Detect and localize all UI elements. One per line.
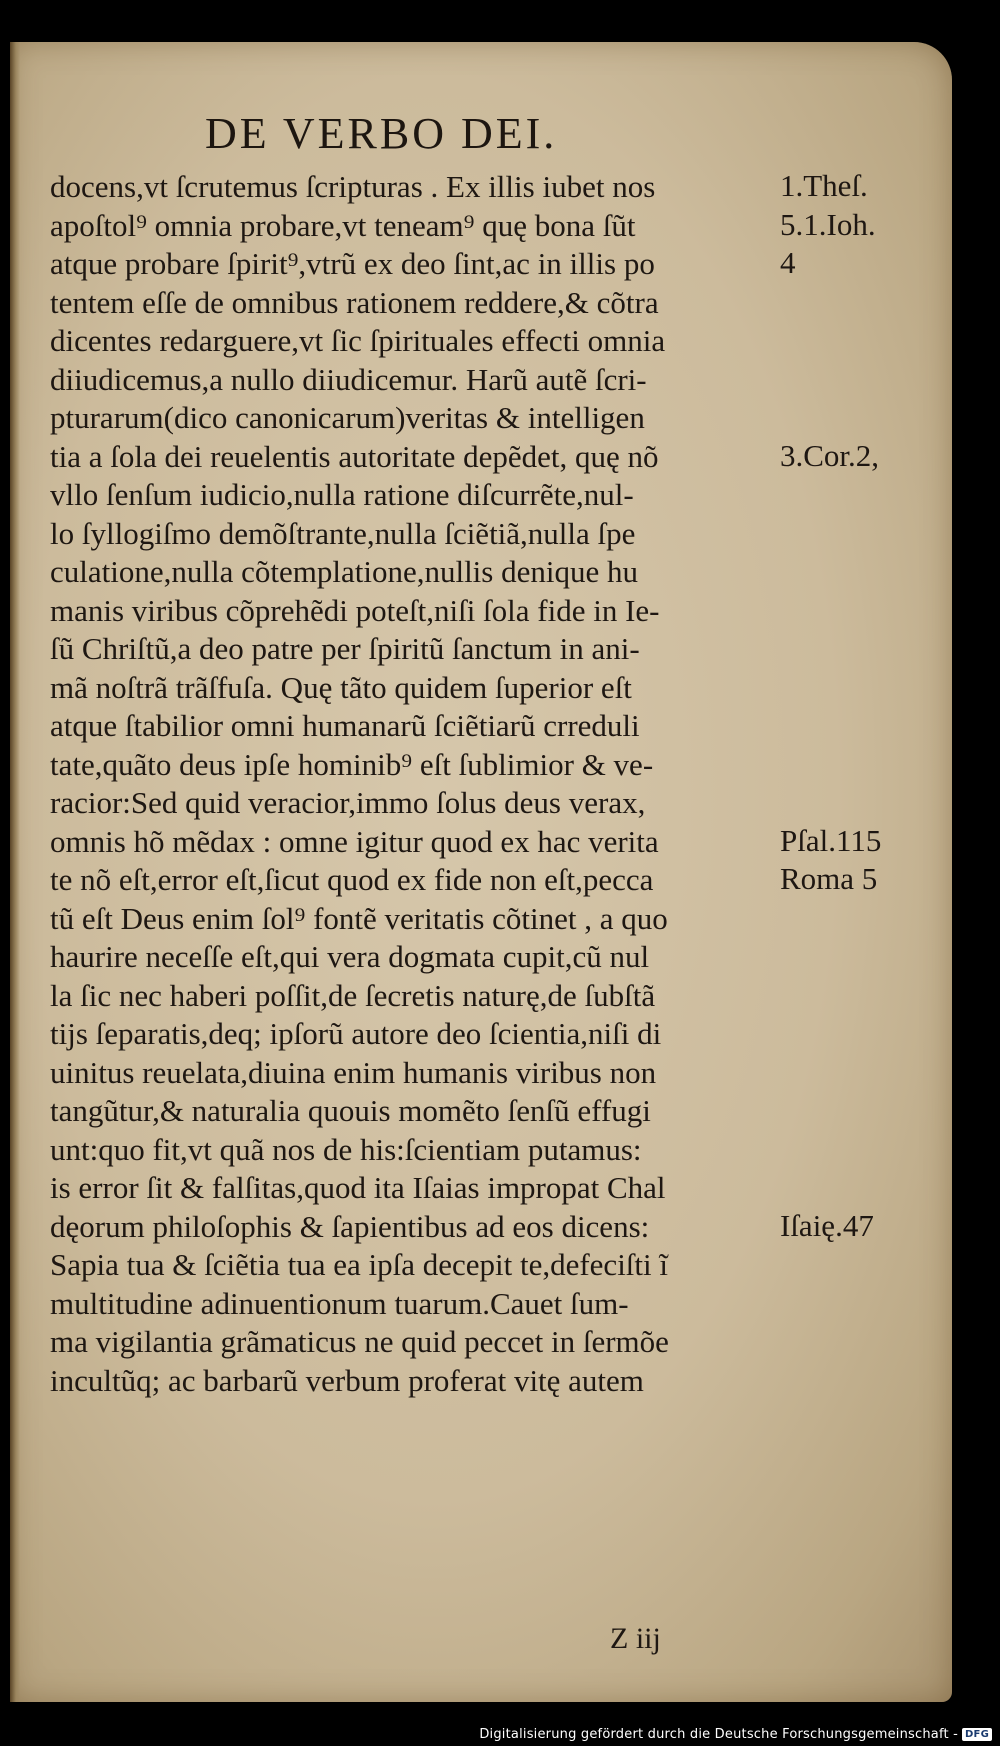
text-line: atque probare ſpirit⁹,vtrũ ex deo ſint,ac in illis po	[50, 246, 655, 281]
text-line: dęorum philoſophis & ſapientibus ad eos dicens:	[50, 1208, 650, 1244]
text-line: incultũq; ac barbarũ verbum proferat vitę autem	[50, 1362, 644, 1398]
margin-note: 3.Cor.2,	[780, 437, 880, 473]
text-line: vllo ſenſum iudicio,nulla ratione diſcurrẽte,nul-	[50, 477, 634, 512]
footer-credit-text: Digitalisierung gefördert durch die Deutsche Forschungsgemeinschaft -	[479, 1727, 959, 1742]
text-line: mã noſtrã trãſfuſa. Quę tãto quidem ſuperior eſt	[50, 669, 632, 705]
text-line: Sapia tua & ſciẽtia tua ea ipſa decepit te,defeciſti ĩ	[50, 1247, 669, 1282]
text-line: tũ eſt Deus enim ſol⁹ fontẽ veritatis cõtinet , a quo	[50, 900, 668, 936]
body-text	[50, 168, 770, 1400]
text-line: tijs ſeparatis,deq; ipſorũ autore deo ſcientia,niſi di	[50, 1016, 662, 1051]
text-line: lo ſyllogiſmo demõſtrante,nulla ſciẽtiã,nulla ſpe	[50, 515, 636, 551]
text-line: racior:Sed quid veracior,immo ſolus deus verax,	[50, 785, 646, 820]
text-line: uinitus reuelata,diuina enim humanis viribus non	[50, 1054, 657, 1090]
footer-credit	[479, 1727, 992, 1742]
text-line: pturarum(dico canonicarum)veritas & intelligen	[50, 400, 645, 435]
text-line: la ſic nec haberi poſſit,de ſecretis naturę,de ſubſtã	[50, 977, 656, 1013]
text-line: apoſtol⁹ omnia probare,vt teneam⁹ quę bona ſũt	[50, 207, 636, 243]
text-line: ma vigilantia grãmaticus ne quid peccet in ſermõe	[50, 1324, 669, 1359]
text-line: omnis hõ mẽdax : omne igitur quod ex hac verita	[50, 823, 659, 859]
text-line: haurire neceſſe eſt,qui vera dogmata cupit,cũ nul	[50, 939, 650, 974]
running-head: DE VERBO DEI.	[205, 109, 558, 158]
text-line: tate,quãto deus ipſe hominib⁹ eſt ſublimior & ve-	[50, 746, 654, 782]
text-line: tia a ſola dei reuelentis autoritate depẽdet, quę nõ	[50, 438, 659, 474]
text-line: dicentes redarguere,vt ſic ſpirituales effecti omnia	[50, 323, 666, 358]
text-line: unt:quo fit,vt quã nos de his:ſcientiam putamus:	[50, 1131, 642, 1167]
signature-mark: Z iij	[610, 1622, 661, 1655]
margin-note: Pſal.115	[780, 822, 882, 858]
text-line: diiudicemus,a nullo diiudicemur. Harũ autẽ ſcri-	[50, 361, 647, 397]
page-edge	[10, 42, 20, 1702]
text-line: te nõ eſt,error eſt,ſicut quod ex fide non eſt,pecca	[50, 862, 654, 897]
margin-note: 4	[780, 245, 796, 280]
dfg-logo: DFG	[962, 1728, 992, 1741]
margin-note: Roma 5	[780, 861, 878, 896]
text-line: manis viribus cõprehẽdi poteſt,niſi ſola fide in Ie-	[50, 592, 660, 628]
text-line: tentem eſſe de omnibus rationem reddere,& cõtra	[50, 284, 659, 320]
text-line: atque ſtabilior omni humanarũ ſciẽtiarũ crreduli	[50, 708, 640, 743]
text-line: is error ſit & falſitas,quod ita Iſaias impropat Chal	[50, 1170, 666, 1205]
margin-note: 1.Theſ.	[780, 168, 868, 203]
text-line: docens,vt ſcrutemus ſcripturas . Ex illis iubet nos	[50, 169, 656, 204]
text-line: culatione,nulla cõtemplatione,nullis denique hu	[50, 554, 638, 589]
margin-note: Iſaię.47	[780, 1207, 874, 1243]
text-line: tangũtur,& naturalia quouis momẽto ſenſũ effugi	[50, 1093, 651, 1128]
text-line: ſũ Chriſtũ,a deo patre per ſpiritũ ſanctum in ani-	[50, 631, 640, 666]
text-line: multitudine adinuentionum tuarum.Cauet ſum-	[50, 1285, 629, 1321]
margin-note: 5.1.Ioh.	[780, 206, 876, 242]
